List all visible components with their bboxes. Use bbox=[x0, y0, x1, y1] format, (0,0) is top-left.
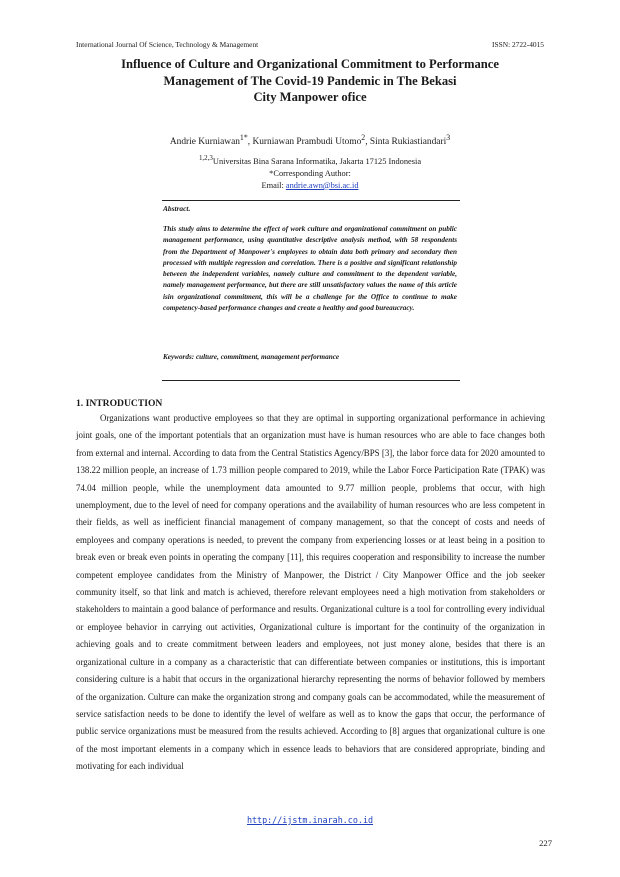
title-line-2: Management of The Covid-19 Pandemic in The Bekasi bbox=[163, 73, 457, 88]
author-separator: , bbox=[247, 137, 253, 148]
issn: ISSN: 2722-4015 bbox=[492, 40, 544, 49]
author-2: Kurniawan Prambudi Utomo bbox=[252, 137, 362, 148]
introduction-paragraph: Organizations want productive employees so that they are optimal in supporting organizational performance in achieving joint goals, one of the important potentials that an organization must have is human resources who are able to face changes both from external and internal. According to data from the Central Statistics Agency/BPS [3], the labor force data for 2020 amounted to 138.22 million people, an increase of 1.73 million people compared to 2019, while the Labor Force Participation Rate (TPAK) was 74.04 million people, while the unemployment data amounted to 9.77 million people, problems that occur, with high unemployment, due to the level of need for company operations and the availability of human resources who are less competent in their fields, as well as inefficient financial management of company management, so that the concept of costs and needs of employees and company operations is needed, to prevent the company from experiencing losses or at least being in a position to break even or break even points in operating the company [11], this requires cooperation and responsibility to increase the number competent employee candidates from the Ministry of Manpower, the District / City Manpower Office and the job seeker community itself, so that link and match is achieved, therefore relevant employees need a high motivation from stakeholders or stakeholders to maintain a good balance of performance and results. Organizational culture is a tool for controlling every individual or employee behavior in carrying out activities, Organizational culture is important for the continuity of the organization in achieving goals and to create commitment between leaders and employees, not just money alone, besides that there is an organizational culture in a company as a characteristic that can differentiate between companies or institutions, this is important considering culture is a habit that occurs in the organizational hierarchy representing the norms of behavior followed by members of the organization. Culture can make the organization strong and company goals can be accommodated, while the measurement of service satisfaction needs to be done to identify the level of welfare as well as to know the gaps that occur, the performance of public service organizations must be measured from the results achieved. According to [8] argues that organizational culture is one of the most important elements in a company which in essence leads to behaviors that are considered appropriate, binding and motivating for each individual bbox=[76, 413, 545, 772]
title-line-3: City Manpower ofice bbox=[253, 90, 367, 104]
abstract-bottom-rule bbox=[162, 380, 460, 381]
author-3: Sinta Rukiastiandari bbox=[369, 137, 447, 148]
paper-title bbox=[70, 56, 550, 106]
section-heading-introduction: 1. INTRODUCTION bbox=[76, 398, 163, 409]
abstract-heading: Abstract. bbox=[163, 204, 191, 213]
keywords: Keywords: culture, commitment, management performance bbox=[163, 353, 340, 361]
author-1: Andrie Kurniawan bbox=[169, 137, 240, 148]
author-3-sup: 3 bbox=[446, 133, 451, 142]
affiliation-sup: 1,2,3 bbox=[198, 154, 213, 162]
author-2-sup: 2 bbox=[361, 133, 366, 142]
affiliation-institution: Universitas Bina Sarana Informatika, Jakarta 17125 Indonesia bbox=[212, 156, 422, 166]
journal-name: International Journal Of Science, Technology & Management bbox=[76, 40, 259, 49]
title-line-1: Influence of Culture and Organizational Commitment to Performance bbox=[121, 57, 499, 71]
page-number: 227 bbox=[539, 838, 552, 848]
author-list bbox=[60, 133, 560, 147]
author-separator: , bbox=[365, 137, 370, 148]
corresponding-author: *Corresponding Author: bbox=[269, 168, 351, 178]
abstract-text: This study aims to determine the effect of work culture and organizational commitment on public management performance, using quantitative descriptive analysis method, with 58 respondents from the Department of Manpower's employees to obtain data both primary and secondary then processed with multiple regression and correlation. There is a positive and significant relationship between the independent variables, namely culture and commitment to the dependent variable, namely management performance, but there are still unsatisfactory values the name of this article isin organizational commitment, this will be a challenge for the Office to continue to make competency-based performance changes and create a healthy and good bureaucracy. bbox=[163, 225, 457, 313]
email-label: Email: bbox=[261, 180, 286, 190]
footer bbox=[0, 815, 620, 825]
journal-url-link[interactable]: http://ijstm.inarah.co.id bbox=[246, 815, 374, 825]
email-link[interactable]: andrie.awn@bsi.ac.id bbox=[285, 180, 359, 190]
affiliation-block bbox=[60, 152, 560, 192]
abstract-top-rule bbox=[162, 200, 460, 201]
author-1-sup: 1* bbox=[239, 133, 248, 142]
